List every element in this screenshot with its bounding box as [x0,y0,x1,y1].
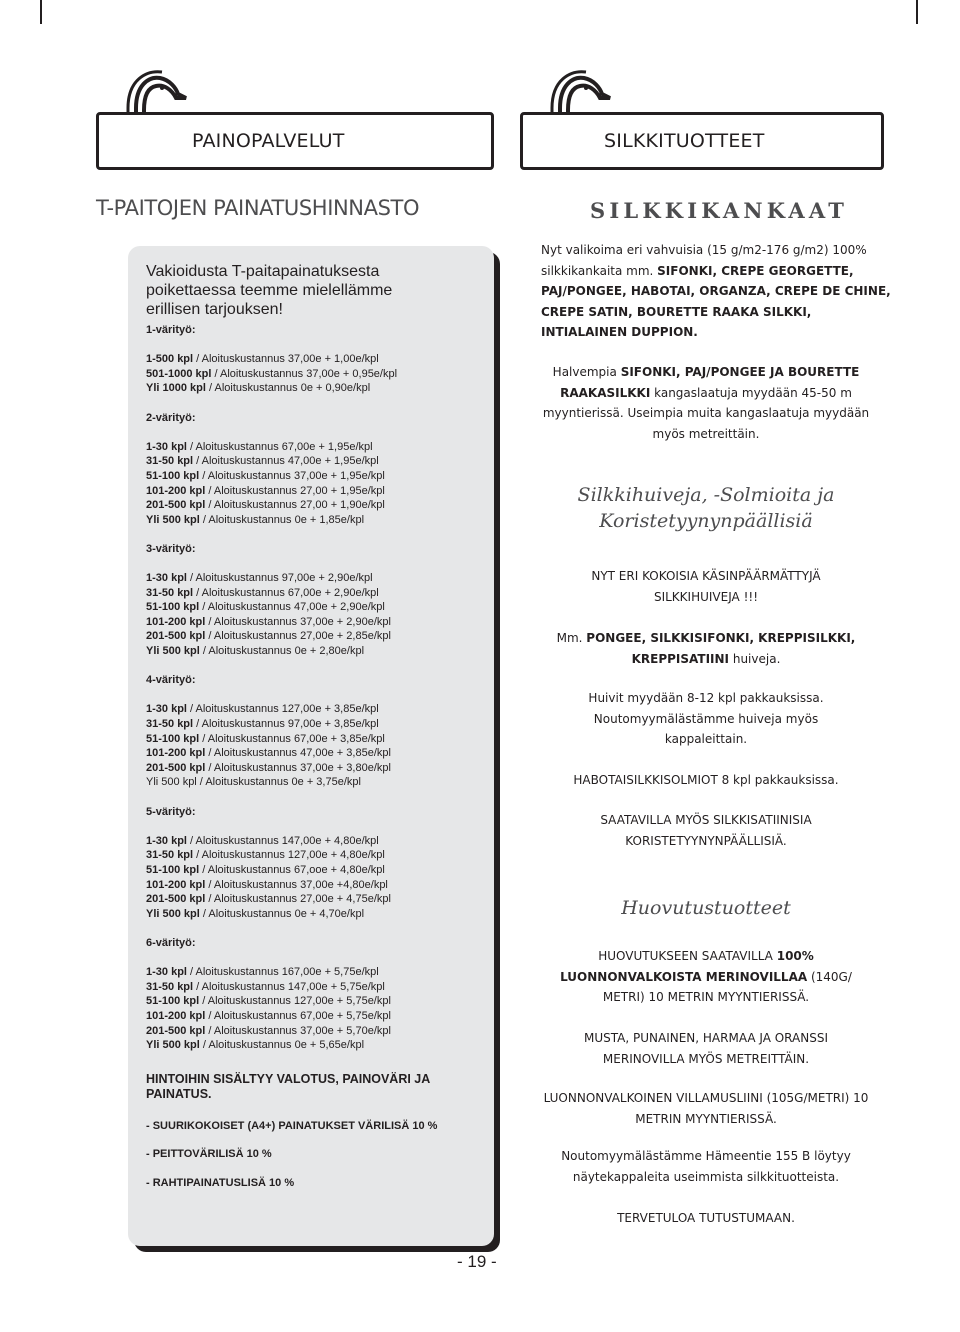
scarves-heading-line: Koristetyynynpäällisiä [599,510,813,532]
color-count-heading: 4-värityö: [146,674,196,687]
color-count-heading: 2-värityö: [146,411,196,424]
color-count-heading: 6-värityö: [146,936,196,949]
color-count-heading: 5-värityö: [146,805,196,818]
scarves-heading-line: Silkkihuiveja, -Solmioita ja [577,484,835,506]
price-row [146,484,397,499]
price-intro [146,262,392,319]
price-row-quantity: Yli 500 kpl [146,907,200,920]
price-row [146,878,397,893]
price-row [146,761,397,776]
section-gap [146,396,397,411]
color-count-heading: 3-värityö: [146,542,196,555]
felt-heading: Huovutustuotteet [621,897,791,919]
price-row-quantity: 201-500 kpl [146,893,206,906]
ties-paragraph: HABOTAISILKKISOLMIOT 8 kpl pakkauksissa. [573,773,839,787]
price-row [146,848,397,863]
price-row-price: / Aloituskustannus 0e + 2,80e/kpl [199,645,365,658]
felt-text: HUOVUTUKSEEN SAATAVILLA [598,949,777,963]
price-row [146,367,397,382]
section-gap [146,790,397,805]
price-row-price: / Aloituskustannus 67,00e + 3,85e/kpl [199,732,385,745]
price-row [146,994,397,1009]
price-row [146,454,397,469]
price-row [146,717,397,732]
price-row [146,892,397,907]
price-row [146,1024,397,1039]
fabrics-bulk-paragraph [536,362,876,444]
price-row-price: / Aloituskustannus 127,00e + 5,75e/kpl [199,995,391,1008]
price-row [146,732,397,747]
scarves-types-text: huiveja. [729,651,781,666]
color-count-heading: 1-värityö: [146,324,196,336]
price-row [146,498,397,513]
price-row-quantity: 31-50 kpl [146,980,194,993]
scarves-paragraph: NYT ERI KOKOISIA KÄSINPÄÄRMÄTTYJÄ SILKKIHUIVEJA !!! [591,569,821,604]
price-row-quantity: 51-100 kpl [146,995,200,1008]
crop-mark [916,0,918,24]
price-list [146,323,397,1053]
price-row-price: / Aloituskustannus 37,00e + 3,80e/kpl [205,761,391,774]
price-row-quantity: Yli 500 kpl [146,645,200,658]
price-row-quantity: 1-30 kpl [146,703,187,716]
price-row-quantity: Yli 1000 kpl [146,382,206,395]
price-row-price: / Aloituskustannus 37,00e + 1,00e/kpl [193,353,379,366]
price-row-quantity: 31-50 kpl [146,718,194,731]
price-row-price: / Aloituskustannus 47,00e + 2,90e/kpl [199,601,385,614]
page-number: - 19 - [457,1252,497,1271]
price-row-price: / Aloituskustannus 0e + 5,65e/kpl [199,1039,365,1052]
price-row-quantity: 1-30 kpl [146,834,187,847]
price-row-quantity: Yli 500 kpl [146,1039,200,1052]
price-row [146,586,397,601]
price-row-price: / Aloituskustannus 97,00e + 2,90e/kpl [186,572,373,585]
price-row-price: / Aloituskustannus 27,00e + 4,75e/kpl [205,893,391,906]
fabrics-paragraph [541,240,891,343]
price-row [146,469,397,484]
felt-paragraph [556,946,856,1008]
price-row [146,980,397,995]
price-row [146,834,397,849]
price-row-quantity: 201-500 kpl [146,630,206,643]
price-row [146,600,397,615]
fabrics-heading: SILKKIKANKAAT [590,198,849,223]
section-gap [146,921,397,936]
price-row [146,702,397,717]
price-row-quantity: 101-200 kpl [146,1009,206,1022]
price-row-quantity: 201-500 kpl [146,761,206,774]
price-row-price: / Aloituskustannus 47,00e + 3,85e/kpl [205,747,391,760]
price-row-quantity: 1-30 kpl [146,572,187,585]
price-row-quantity: 31-50 kpl [146,849,194,862]
price-row-price: / Aloituskustannus 147,00e + 4,80e/kpl [186,834,379,847]
fabrics-bulk-types: SIFONKI, PAJ/PONGEE JA BOURETTE RAAKASILKKI [560,365,860,400]
section-gap [146,527,397,542]
welcome-text: TERVETULOA TUTUSTUMAAN. [617,1211,795,1225]
price-row [146,513,397,528]
section-gap [146,688,397,703]
price-row-price: / Aloituskustannus 27,00 + 1,90e/kpl [205,499,385,512]
price-row-price: / Aloituskustannus 37,00e + 5,70e/kpl [205,1024,391,1037]
scarves-heading [566,484,846,532]
price-row-quantity: 101-200 kpl [146,484,206,497]
price-row [146,775,397,790]
price-row-quantity: 201-500 kpl [146,499,206,512]
price-row [146,1038,397,1053]
price-row-price: / Aloituskustannus 147,00e + 5,75e/kpl [193,980,385,993]
price-row-quantity: 31-50 kpl [146,586,194,599]
price-row-price: / Aloituskustannus 0e + 4,70e/kpl [199,907,365,920]
price-row-price: / Aloituskustannus 67,ooe + 4,80e/kpl [199,863,385,876]
intro-line: Vakioidusta T-paitapainatuksesta [146,263,380,280]
price-row [146,1009,397,1024]
scarves-types-text: Mm. [556,631,587,645]
price-row-price: / Aloituskustannus 27,00e + 2,85e/kpl [205,630,391,643]
included-note: HINTOIHIN SISÄLTYY VALOTUS, PAINOVÄRI JA PAINATUS. [146,1072,430,1101]
header-right-title: SILKKITUOTTEET [604,130,765,152]
section-gap [146,951,397,966]
price-row [146,863,397,878]
intro-line: poikettaessa teemme mielellämme [146,282,393,299]
price-row-price: / Aloituskustannus 67,00e + 1,95e/kpl [186,440,373,453]
price-row [146,907,397,922]
muslin-paragraph: LUONNONVALKOINEN VILLAMUSLIINI (105G/METRI) 10 METRIN MYYNTIERISSÄ. [543,1091,869,1126]
price-row-quantity: 201-500 kpl [146,1024,206,1037]
price-row-quantity: 51-100 kpl [146,863,200,876]
felt-colors-paragraph: MUSTA, PUNAINEN, HARMAA JA ORANSSI MERINOVILLA MYÖS METREITTÄIN. [584,1031,828,1066]
felt-wool: 100% LUONNONVALKOISTA MERINOVILLAA [560,949,814,984]
price-row-quantity: 31-50 kpl [146,455,194,468]
price-row [146,352,397,367]
price-row-price: / Aloituskustannus 37,00e + 1,95e/kpl [199,469,385,482]
fabrics-bulk-text: kangaslaatuja myydään 45-50 m myyntierissä. Useimpia muita kangaslaatuja myydään myös metreittäin. [542,385,870,441]
price-row-price: / Aloituskustannus 97,00e + 3,85e/kpl [193,718,379,731]
price-row-price: / Aloituskustannus 167,00e + 5,75e/kpl [186,966,379,979]
price-row-price: / Aloituskustannus 0e + 0,90e/kpl [205,382,371,395]
price-row [146,571,397,586]
price-row-quantity: Yli 500 kpl [146,513,200,526]
price-row-price: / Aloituskustannus 37,00e + 2,90e/kpl [205,615,391,628]
scarves-types-paragraph [556,628,856,669]
price-row [146,746,397,761]
freight-note: - RAHTIPAINATUSLISÄ 10 % [146,1177,295,1189]
price-row-price: Yli 500 kpl / Aloituskustannus 0e + 3,75e/kpl [146,776,361,789]
price-row-price: / Aloituskustannus 47,00e + 1,95e/kpl [193,455,379,468]
price-row-price: / Aloituskustannus 127,00e + 3,85e/kpl [186,703,379,716]
price-row-quantity: 501-1000 kpl [146,367,212,380]
price-row-quantity: 101-200 kpl [146,878,206,891]
price-row-price: / Aloituskustannus 0e + 1,85e/kpl [199,513,365,526]
price-row-quantity: 51-100 kpl [146,732,200,745]
fabrics-bulk-text: Halvempia [552,365,621,379]
price-row [146,381,397,396]
large-print-note: - SUURIKOKOISET (A4+) PAINATUKSET VÄRILISÄ 10 % [146,1120,438,1132]
price-row-quantity: 1-30 kpl [146,966,187,979]
price-row [146,440,397,455]
section-gap [146,338,397,353]
price-row-quantity: 101-200 kpl [146,615,206,628]
price-row-quantity: 1-500 kpl [146,353,194,366]
price-row-price: / Aloituskustannus 37,00e + 0,95e/kpl [211,367,398,380]
cover-color-note: - PEITTOVÄRILISÄ 10 % [146,1148,272,1160]
scarves-pack-paragraph: Huivit myydään 8-12 kpl pakkauksissa. Noutomyymälästämme huiveja myös kappaleittain. [588,691,824,746]
section-gap [146,659,397,674]
price-row-quantity: 51-100 kpl [146,469,200,482]
section-gap [146,819,397,834]
price-row [146,615,397,630]
section-gap [146,557,397,572]
price-list-title: T-PAITOJEN PAINATUSHINNASTO [96,196,420,220]
price-row [146,629,397,644]
showroom-paragraph: Noutomyymälästämme Hämeentie 155 B löytyy näytekappaleita useimmista silkkituotteista. [561,1149,851,1184]
price-row-price: / Aloituskustannus 127,00e + 4,80e/kpl [193,849,385,862]
price-row-price: / Aloituskustannus 37,00e +4,80e/kpl [205,878,388,891]
price-row [146,965,397,980]
fabrics-text: Nyt valikoima eri vahvuisia (15 g/m2-176 g/m2) 100% silkkikankaita mm. [541,243,867,278]
price-row [146,644,397,659]
price-row-price: / Aloituskustannus 67,00e + 5,75e/kpl [205,1009,391,1022]
price-row-price: / Aloituskustannus 67,00e + 2,90e/kpl [193,586,379,599]
felt-text: (140G/ METRI) 10 METRIN MYYNTIERISSÄ. [602,969,852,1004]
header-left-title: PAINOPALVELUT [192,130,345,152]
intro-line: erillisen tarjouksen! [146,301,283,318]
cushion-paragraph: SAATAVILLA MYÖS SILKKISATIINISIA KORISTETYYNYNPÄÄLLISIÄ. [600,813,812,848]
fabrics-types: SIFONKI, CREPE GEORGETTE, PAJ/PONGEE, HABOTAI, ORGANZA, CREPE DE CHINE, CREPE SATIN, BOURETTE RAAKA SILKKI, INTIALAINEN DUPPION. [541,263,891,339]
crop-mark [40,0,42,24]
price-row-quantity: 101-200 kpl [146,747,206,760]
section-gap [146,425,397,440]
price-row-price: / Aloituskustannus 27,00 + 1,95e/kpl [205,484,385,497]
price-notes [146,1072,486,1189]
price-row-quantity: 51-100 kpl [146,601,200,614]
price-row-quantity: 1-30 kpl [146,440,187,453]
scarves-types: PONGEE, SILKKISIFONKI, KREPPISILKKI, KREPPISATIINI [586,631,856,666]
